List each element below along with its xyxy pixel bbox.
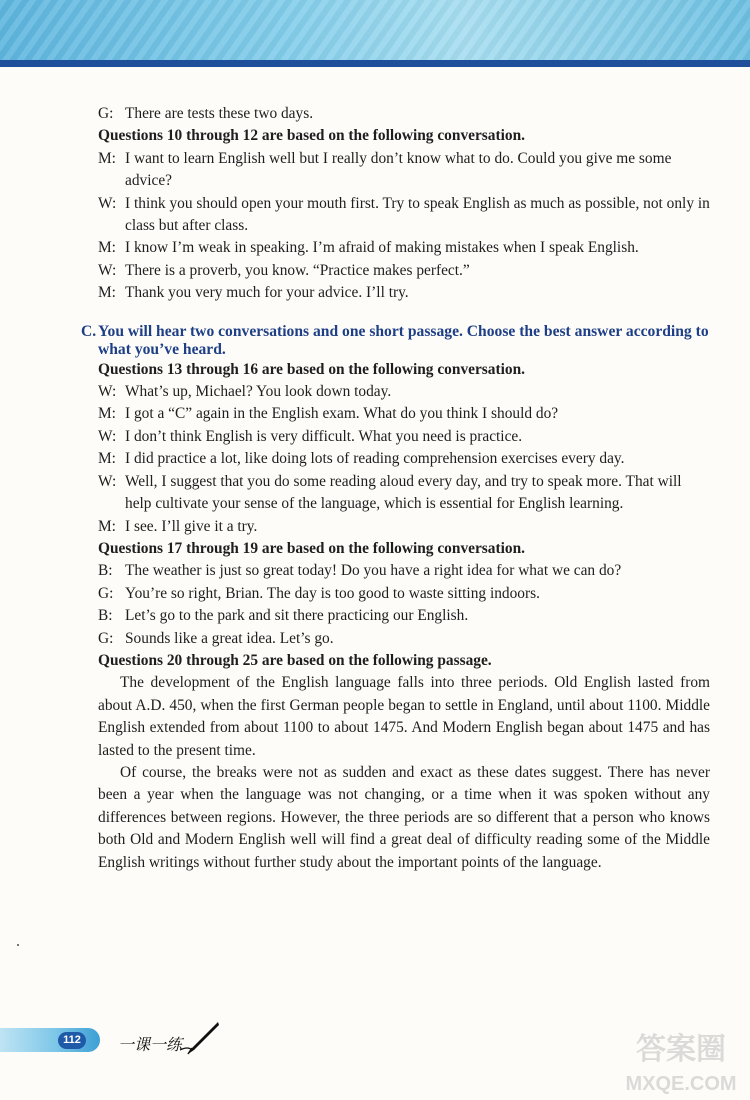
dialogue-text: Thank you very much for your advice. I’ll try. xyxy=(125,284,409,302)
speaker-label: W: xyxy=(98,383,117,401)
section-letter: C. xyxy=(81,322,97,340)
speaker-label: G: xyxy=(98,629,114,647)
dialogue-line xyxy=(98,403,710,425)
dialogue-line xyxy=(98,260,710,282)
dialogue-line xyxy=(98,237,710,259)
page-number: 112 xyxy=(58,1032,86,1049)
dialogue-text: I want to learn English well but I really don’t know what to do. Could you give me some advice? xyxy=(125,149,672,190)
dialogue-text: I did practice a lot, like doing lots of reading comprehension exercises every day. xyxy=(125,450,625,468)
speaker-label: W: xyxy=(98,261,117,279)
dialogue-text: Let’s go to the park and sit there practicing our English. xyxy=(125,607,469,625)
speaker-label: M: xyxy=(98,284,116,302)
dialogue-text: Sounds like a great idea. Let’s go. xyxy=(125,629,334,647)
passage-paragraph: The development of the English language falls into three periods. Old English lasted from about A.D. 450, when the first German people began to settle in England, until about 1100. Middle English extended from about 1100 to about 1475. And Modern English began about 1475 and has lasted to the present time. xyxy=(98,674,710,759)
speaker-label: M: xyxy=(98,405,116,423)
dialogue-line xyxy=(98,583,710,605)
dialogue-text: The weather is just so great today! Do you have a right idea for what we can do? xyxy=(125,562,622,580)
header-texture xyxy=(0,0,750,60)
pen-nib-icon xyxy=(178,1020,220,1056)
speaker-label: M: xyxy=(98,239,116,257)
watermark xyxy=(616,1020,746,1096)
dialogue-text: Well, I suggest that you do some reading aloud every day, and try to speak more. That will help cultivate your sense of the language, which is essential for English learning. xyxy=(125,472,682,513)
dialogue-line xyxy=(98,282,710,304)
dialogue-line xyxy=(98,516,710,538)
page-footer xyxy=(0,1018,750,1100)
speaker-label: G: xyxy=(98,105,114,122)
dialogue-text: I think you should open your mouth first. Try to speak English as much as possible, not only in class but after class. xyxy=(125,194,710,235)
speaker-label: B: xyxy=(98,562,113,580)
speaker-label: M: xyxy=(98,450,116,468)
speaker-label: G: xyxy=(98,584,114,602)
dialogue-line xyxy=(98,103,710,125)
dialogue-text: I got a “C” again in the English exam. What do you think I should do? xyxy=(125,405,559,423)
dialogue-line xyxy=(98,471,710,516)
passage-paragraph: Of course, the breaks were not as sudden and exact as these dates suggest. There has never been a year when the language was not changing, or a time when it was spoken without any differences between regions. However, the three periods are so different that a person who knows both Old and Modern English well will find a great deal of difficulty reading some of the Middle English writings without further study about the important points of the language. xyxy=(98,763,710,871)
stray-dot xyxy=(17,944,19,946)
dialogue-text: What’s up, Michael? You look down today. xyxy=(125,383,392,401)
speaker-label: W: xyxy=(98,194,117,212)
dialogue-text: There is a proverb, you know. “Practice makes perfect.” xyxy=(125,261,470,279)
watermark-logo: 答案圈 xyxy=(636,1032,726,1067)
dialogue-line xyxy=(98,448,710,470)
header-rule xyxy=(0,60,750,67)
speaker-label: W: xyxy=(98,472,117,490)
question-heading-13-16: Questions 13 through 16 are based on the following conversation. xyxy=(98,360,525,378)
question-heading-10-12: Questions 10 through 12 are based on the following conversation. xyxy=(98,127,525,145)
question-heading-17-19: Questions 17 through 19 are based on the following conversation. xyxy=(98,539,525,557)
dialogue-text: I see. I’ll give it a try. xyxy=(125,517,258,535)
page-content xyxy=(81,103,710,874)
dialogue-line xyxy=(98,193,710,238)
speaker-label: W: xyxy=(98,427,117,445)
section-c-instruction xyxy=(81,322,710,359)
dialogue-line xyxy=(98,605,710,627)
series-logo: 一课一练 xyxy=(118,1035,183,1054)
dialogue-line xyxy=(98,426,710,448)
dialogue-text: You’re so right, Brian. The day is too good to waste sitting indoors. xyxy=(125,584,540,602)
speaker-label: B: xyxy=(98,607,113,625)
watermark-site: MXQE.COM xyxy=(625,1073,737,1095)
dialogue-line xyxy=(98,381,710,403)
dialogue-text: There are tests these two days. xyxy=(125,105,314,122)
dialogue-line xyxy=(98,560,710,582)
section-instruction-text: You will hear two conversations and one short passage. Choose the best answer according to what you’ve heard. xyxy=(98,322,709,358)
dialogue-line xyxy=(98,628,710,650)
speaker-label: M: xyxy=(98,149,116,167)
dialogue-text: I know I’m weak in speaking. I’m afraid of making mistakes when I speak English. xyxy=(125,239,639,257)
dialogue-text: I don’t think English is very difficult. What you need is practice. xyxy=(125,427,523,445)
speaker-label: M: xyxy=(98,517,116,535)
question-heading-20-25: Questions 20 through 25 are based on the following passage. xyxy=(98,651,492,669)
dialogue-line xyxy=(98,148,710,193)
